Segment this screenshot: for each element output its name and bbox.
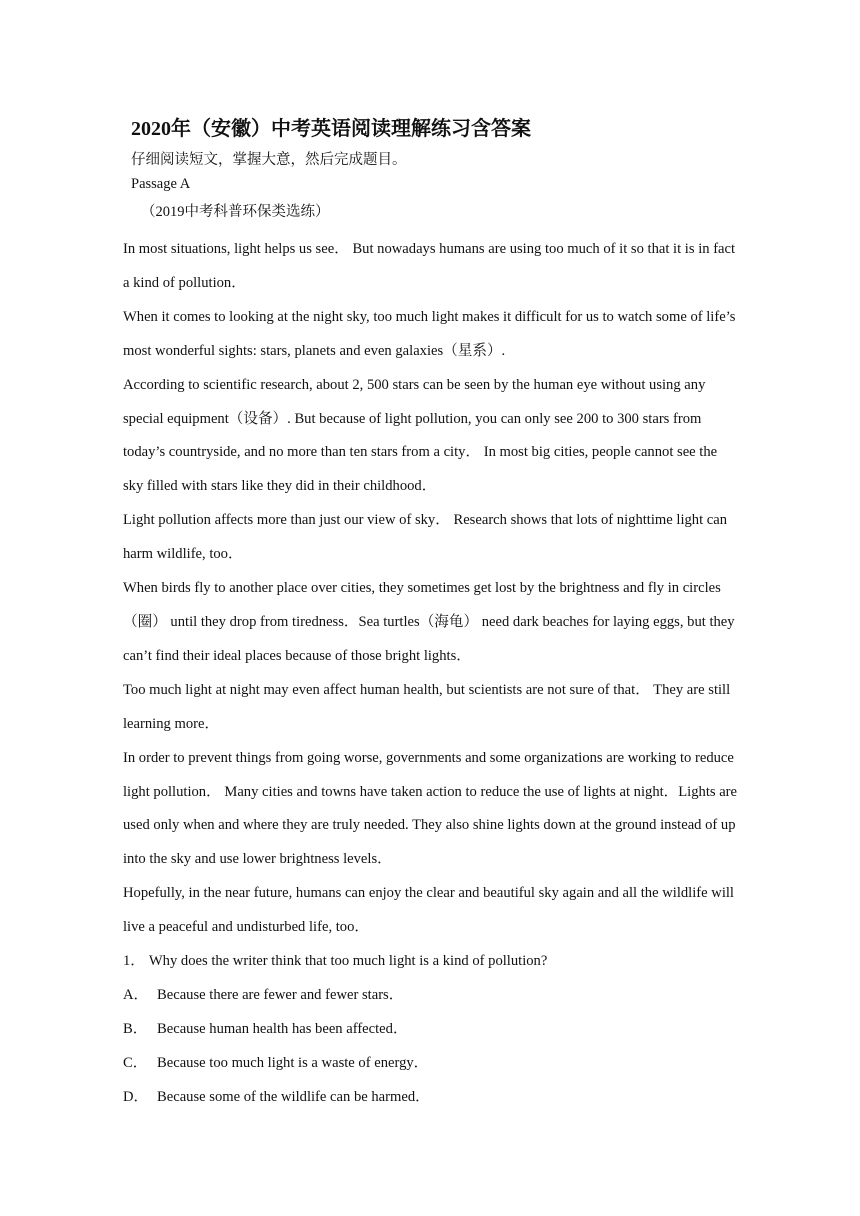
question-number: 1． (123, 953, 145, 970)
question-text: Why does the writer think that too much light is a kind of pollution? (148, 953, 548, 970)
option-letter: B． (123, 1020, 148, 1037)
paragraph: When it comes to looking at the night sky, too much light makes it difficult for us to watch some of life’s most wonderful sights: stars, planets and even galaxies（星系）. (123, 308, 736, 359)
question (123, 945, 741, 979)
option-text: Because human health has been affected． (157, 1020, 408, 1037)
option-letter: A． (123, 986, 149, 1003)
answer-option-d (123, 1081, 741, 1115)
paragraph: In order to prevent things from going worse, governments and some organizations are working to reduce light pollution． Many cities and towns have taken action to reduce the use of lights at night．Lights are used only when and where they are truly needed. They also shine lights down at the ground instead of up into the sky and use lower brightness levels． (123, 749, 738, 868)
paragraph: In most situations, light helps us see． But nowadays humans are using too much of it so that it is in fact a kind of pollution． (123, 241, 736, 291)
option-letter: C． (123, 1054, 148, 1071)
passage-body (123, 233, 741, 1115)
option-text: Because there are fewer and fewer stars． (157, 986, 404, 1003)
paragraph: Light pollution affects more than just our view of sky． Research shows that lots of nighttime light can harm wildlife, too． (123, 512, 728, 563)
page-title: 2020年（安徽）中考英语阅读理解练习含答案 (131, 118, 531, 140)
paragraph: Hopefully, in the near future, humans can enjoy the clear and beautiful sky again and all the wildlife will live a peaceful and undisturbed life, too． (123, 885, 734, 936)
passage-source: （2019中考科普环保类选练） (141, 204, 330, 220)
answer-option-b (123, 1013, 741, 1047)
paragraph: When birds fly to another place over cities, they sometimes get lost by the brightness and fly in circles（圈） until they drop from tiredness．Sea turtles（海龟） need dark beaches for laying eggs, but they can’t find their ideal places because of those bright lights． (123, 580, 735, 664)
option-text: Because some of the wildlife can be harmed． (157, 1088, 430, 1105)
answer-option-a (123, 979, 741, 1013)
paragraph: According to scientific research, about 2, 500 stars can be seen by the human eye without using any special equipment（设备）. But because of light pollution, you can only see 200 to 300 stars from today’s countryside, and no more than ten stars from a city． In most big cities, people cannot see the sky filled with stars like they did in their childhood． (123, 376, 718, 495)
passage-label: Passage A (131, 176, 191, 192)
option-text: Because too much light is a waste of energy． (157, 1054, 429, 1071)
option-letter: D． (123, 1088, 149, 1105)
instruction-text: 仔细阅读短文，掌握大意，然后完成题目。 (131, 152, 407, 168)
paragraph: Too much light at night may even affect human health, but scientists are not sure of that． They are still learning more． (123, 681, 731, 732)
answer-option-c (123, 1047, 741, 1081)
